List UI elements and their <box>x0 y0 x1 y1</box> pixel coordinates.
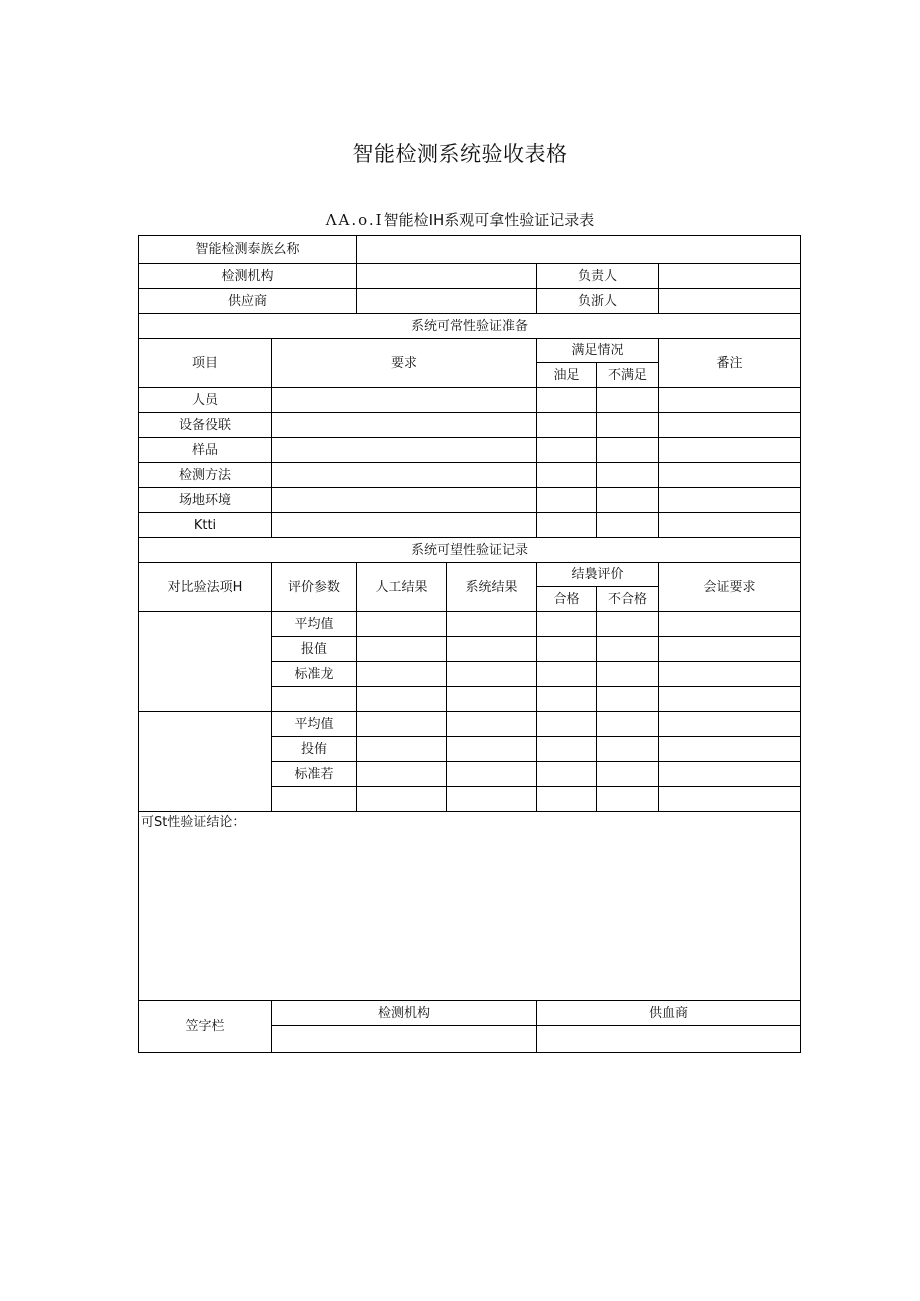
system-result-cell[interactable] <box>447 787 537 812</box>
prep-col-not-satisfied: 不满足 <box>597 363 659 388</box>
system-result-cell[interactable] <box>447 662 537 687</box>
requirement-cell[interactable] <box>659 612 801 637</box>
requirement-cell[interactable] <box>272 488 537 513</box>
satisfied-cell[interactable] <box>537 513 597 538</box>
responsible-field-1[interactable] <box>659 264 801 289</box>
manual-result-cell[interactable] <box>357 612 447 637</box>
system-result-cell[interactable] <box>447 712 537 737</box>
table-row <box>139 513 801 538</box>
prep-col-satisfaction: 满足情况 <box>537 339 659 363</box>
conclusion-label: 可St性验证结论： <box>141 815 246 830</box>
param-label[interactable] <box>272 787 357 812</box>
supplier-label: 供应商 <box>139 289 357 314</box>
table-row <box>139 236 801 264</box>
responsible-field-2[interactable] <box>659 289 801 314</box>
pass-cell[interactable] <box>537 712 597 737</box>
requirement-cell[interactable] <box>659 687 801 712</box>
param-label: 标准龙 <box>272 662 357 687</box>
signature-label: 笠字栏 <box>139 1001 272 1053</box>
table-row <box>139 488 801 513</box>
record-col-param: 评价参数 <box>272 563 357 612</box>
manual-result-cell[interactable] <box>357 737 447 762</box>
fail-cell[interactable] <box>597 787 659 812</box>
prep-section-title: 系统可常性验证准备 <box>139 314 801 339</box>
prep-col-remarks: 番注 <box>659 339 801 388</box>
requirement-cell[interactable] <box>659 637 801 662</box>
table-code: ΛA.o.I <box>325 211 384 229</box>
record-col-manual: 人工结果 <box>357 563 447 612</box>
satisfied-cell[interactable] <box>537 413 597 438</box>
table-row <box>139 712 801 737</box>
prep-row-label: 场地环境 <box>139 488 272 513</box>
record-col-fail: 不合格 <box>597 587 659 612</box>
requirement-cell[interactable] <box>659 662 801 687</box>
fail-cell[interactable] <box>597 712 659 737</box>
table-row <box>139 438 801 463</box>
pass-cell[interactable] <box>537 687 597 712</box>
system-name-label: 智能检测泰族幺称 <box>139 236 357 264</box>
prep-row-label: 人员 <box>139 388 272 413</box>
remarks-cell[interactable] <box>659 388 801 413</box>
record-col-evaluation: 结裊评价 <box>537 563 659 587</box>
system-result-cell[interactable] <box>447 762 537 787</box>
param-label: 平均值 <box>272 712 357 737</box>
requirement-cell[interactable] <box>272 413 537 438</box>
manual-result-cell[interactable] <box>357 637 447 662</box>
prep-col-item: 项目 <box>139 339 272 388</box>
remarks-cell[interactable] <box>659 488 801 513</box>
table-row <box>139 612 801 637</box>
verification-record-table <box>138 235 801 1053</box>
fail-cell[interactable] <box>597 687 659 712</box>
table-row <box>139 812 801 1001</box>
system-result-cell[interactable] <box>447 687 537 712</box>
table-row <box>139 463 801 488</box>
not-satisfied-cell[interactable] <box>597 388 659 413</box>
supplier-field[interactable] <box>357 289 537 314</box>
pass-cell[interactable] <box>537 612 597 637</box>
requirement-cell[interactable] <box>272 513 537 538</box>
requirement-cell[interactable] <box>659 712 801 737</box>
system-result-cell[interactable] <box>447 612 537 637</box>
signature-supplier-field[interactable] <box>537 1026 801 1053</box>
fail-cell[interactable] <box>597 612 659 637</box>
table-row <box>139 538 801 563</box>
manual-result-cell[interactable] <box>357 762 447 787</box>
signature-agency-field[interactable] <box>272 1026 537 1053</box>
conclusion-area[interactable] <box>139 812 801 1001</box>
document-title: 智能检测系统验收表格 <box>352 142 568 166</box>
system-name-field[interactable] <box>357 236 801 264</box>
prep-col-requirement: 要求 <box>272 339 537 388</box>
requirement-cell[interactable] <box>659 787 801 812</box>
requirement-cell[interactable] <box>659 737 801 762</box>
compare-item-cell[interactable] <box>139 712 272 812</box>
not-satisfied-cell[interactable] <box>597 413 659 438</box>
requirement-cell[interactable] <box>272 463 537 488</box>
fail-cell[interactable] <box>597 737 659 762</box>
prep-row-label: 设备役联 <box>139 413 272 438</box>
pass-cell[interactable] <box>537 762 597 787</box>
satisfied-cell[interactable] <box>537 388 597 413</box>
table-caption-text: 智能检IH系观可拿性验证记录表 <box>383 211 595 229</box>
system-result-cell[interactable] <box>447 637 537 662</box>
param-label: 标准若 <box>272 762 357 787</box>
agency-label: 检测机构 <box>139 264 357 289</box>
pass-cell[interactable] <box>537 637 597 662</box>
table-row <box>139 314 801 339</box>
manual-result-cell[interactable] <box>357 712 447 737</box>
signature-supplier-label: 供血商 <box>537 1001 801 1026</box>
table-row <box>139 563 801 587</box>
table-row <box>139 339 801 363</box>
table-row <box>139 388 801 413</box>
not-satisfied-cell[interactable] <box>597 488 659 513</box>
prep-row-label: 检测方法 <box>139 463 272 488</box>
requirement-cell[interactable] <box>272 438 537 463</box>
record-col-system: 系统结果 <box>447 563 537 612</box>
responsible-label-2: 负浙人 <box>537 289 659 314</box>
signature-agency-label: 检测机构 <box>272 1001 537 1026</box>
manual-result-cell[interactable] <box>357 662 447 687</box>
satisfied-cell[interactable] <box>537 463 597 488</box>
responsible-label-1: 负责人 <box>537 264 659 289</box>
fail-cell[interactable] <box>597 662 659 687</box>
table-row <box>139 1001 801 1026</box>
not-satisfied-cell[interactable] <box>597 438 659 463</box>
fail-cell[interactable] <box>597 762 659 787</box>
param-label: 投侑 <box>272 737 357 762</box>
record-col-item: 对比验法项H <box>139 563 272 612</box>
satisfied-cell[interactable] <box>537 438 597 463</box>
agency-field[interactable] <box>357 264 537 289</box>
table-row <box>139 264 801 289</box>
manual-result-cell[interactable] <box>357 787 447 812</box>
prep-row-label: 样品 <box>139 438 272 463</box>
remarks-cell[interactable] <box>659 438 801 463</box>
remarks-cell[interactable] <box>659 463 801 488</box>
prep-col-satisfied: 油足 <box>537 363 597 388</box>
table-row <box>139 413 801 438</box>
table-caption <box>0 209 920 230</box>
fail-cell[interactable] <box>597 637 659 662</box>
record-section-title: 系统可望性验证记录 <box>139 538 801 563</box>
param-label: 报值 <box>272 637 357 662</box>
manual-result-cell[interactable] <box>357 687 447 712</box>
pass-cell[interactable] <box>537 787 597 812</box>
satisfied-cell[interactable] <box>537 488 597 513</box>
record-col-pass: 合格 <box>537 587 597 612</box>
requirement-cell[interactable] <box>272 388 537 413</box>
not-satisfied-cell[interactable] <box>597 463 659 488</box>
record-col-requirement: 会证要求 <box>659 563 801 612</box>
table-row <box>139 289 801 314</box>
param-label: 平均值 <box>272 612 357 637</box>
param-label[interactable] <box>272 687 357 712</box>
pass-cell[interactable] <box>537 737 597 762</box>
pass-cell[interactable] <box>537 662 597 687</box>
remarks-cell[interactable] <box>659 413 801 438</box>
compare-item-cell[interactable] <box>139 612 272 712</box>
not-satisfied-cell[interactable] <box>597 513 659 538</box>
requirement-cell[interactable] <box>659 762 801 787</box>
prep-row-label: Ktti <box>139 513 272 538</box>
remarks-cell[interactable] <box>659 513 801 538</box>
system-result-cell[interactable] <box>447 737 537 762</box>
